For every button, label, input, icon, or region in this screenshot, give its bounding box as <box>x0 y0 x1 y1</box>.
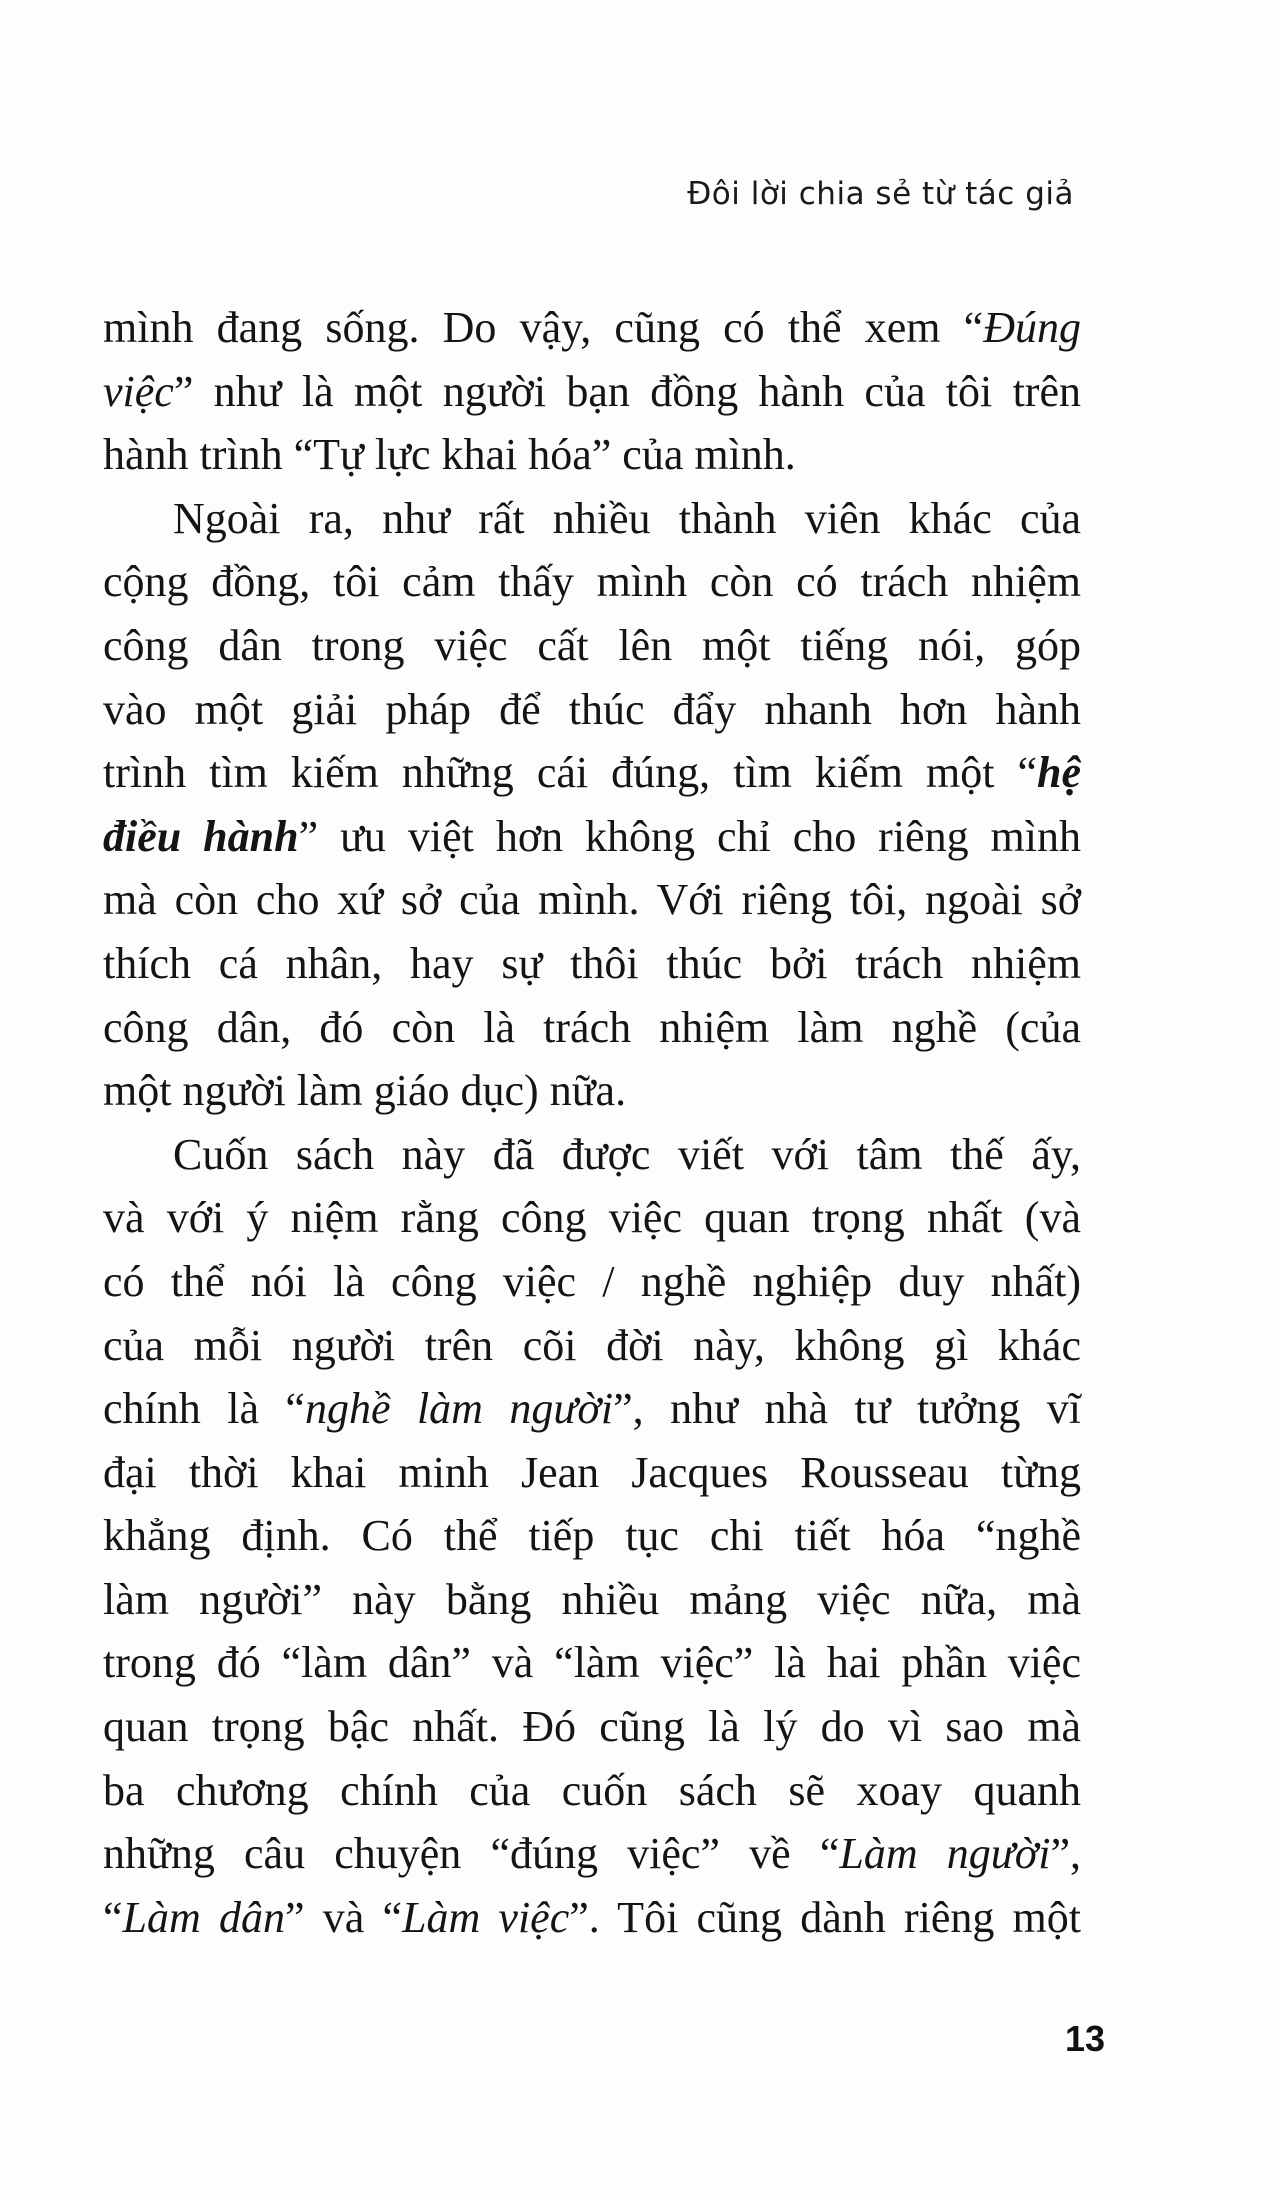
page-number: 13 <box>1064 2018 1105 2059</box>
running-header-title: Đôi lời chia sẻ từ tác giả <box>687 176 1074 212</box>
text-line: thích cá nhân, hay sự thôi thúc bởi trách nhiệm <box>103 938 1081 988</box>
text-line: đại thời khai minh Jean Jacques Rousseau từng <box>103 1447 1081 1497</box>
text-line: công dân trong việc cất lên một tiếng nói, góp <box>103 620 1081 670</box>
text-line: làm người” này bằng nhiều mảng việc nữa, mà <box>103 1574 1081 1624</box>
text-line: trình tìm kiếm những cái đúng, tìm kiếm một “hệ <box>103 748 1081 798</box>
text-line: điều hành” ưu việt hơn không chỉ cho riêng mình <box>103 811 1081 861</box>
text-line: mình đang sống. Do vậy, cũng có thể xem “Đúng <box>103 303 1081 352</box>
text-line: chính là “nghề làm người”, như nhà tư tưởng vĩ <box>103 1384 1082 1434</box>
text-line: khẳng định. Có thể tiếp tục chi tiết hóa “nghề <box>103 1511 1081 1561</box>
text-line: một người làm giáo dục) nữa. <box>103 1066 627 1116</box>
text-line: ba chương chính của cuốn sách sẽ xoay quanh <box>103 1765 1081 1815</box>
text-line: của mỗi người trên cõi đời này, không gì khác <box>103 1320 1081 1370</box>
text-line: có thể nói là công việc / nghề nghiệp duy nhất) <box>103 1256 1081 1306</box>
text-line: quan trọng bậc nhất. Đó cũng là lý do vì sao mà <box>103 1702 1081 1752</box>
text-line: và với ý niệm rằng công việc quan trọng nhất (và <box>103 1193 1081 1243</box>
text-line: trong đó “làm dân” và “làm việc” là hai phần việc <box>103 1638 1081 1688</box>
text-line: Cuốn sách này đã được viết với tâm thế ấy, <box>173 1129 1081 1179</box>
text-line: hành trình “Tự lực khai hóa” của mình. <box>103 430 796 480</box>
body-text <box>103 296 1081 1949</box>
text-line: Ngoài ra, như rất nhiều thành viên khác của <box>173 493 1081 543</box>
text-line: “Làm dân” và “Làm việc”. Tôi cũng dành riêng một <box>103 1892 1082 1942</box>
text-line: những câu chuyện “đúng việc” về “Làm người”, <box>103 1829 1081 1879</box>
text-line: việc” như là một người bạn đồng hành của tôi trên <box>103 366 1081 416</box>
text-line: cộng đồng, tôi cảm thấy mình còn có trách nhiệm <box>103 557 1081 607</box>
text-line: công dân, đó còn là trách nhiệm làm nghề (của <box>103 1002 1081 1052</box>
text-line: mà còn cho xứ sở của mình. Với riêng tôi, ngoài sở <box>103 875 1081 925</box>
text-line: vào một giải pháp để thúc đẩy nhanh hơn hành <box>103 684 1081 734</box>
